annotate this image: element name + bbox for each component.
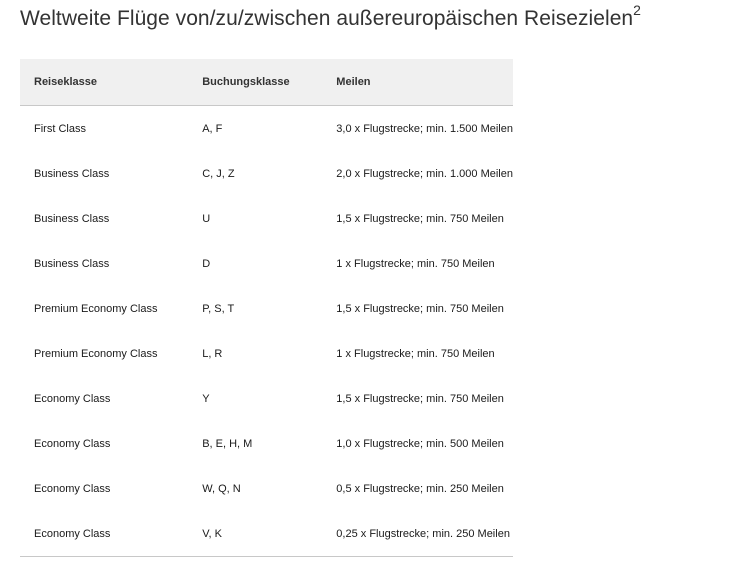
cell-reiseklasse: Business Class	[34, 212, 110, 225]
table-row	[20, 151, 513, 196]
table-row	[20, 376, 513, 421]
table-header	[20, 59, 513, 106]
column-header-buchungsklasse: Buchungsklasse	[188, 59, 322, 106]
cell-meilen: 1,5 x Flugstrecke; min. 750 Meilen	[336, 392, 504, 405]
cell-buchungsklasse: B, E, H, M	[202, 437, 253, 450]
cell-reiseklasse: Business Class	[34, 257, 110, 270]
cell-buchungsklasse: A, F	[202, 122, 223, 135]
cell-buchungsklasse: Y	[202, 392, 210, 405]
table-row	[20, 331, 513, 376]
cell-meilen: 1,5 x Flugstrecke; min. 750 Meilen	[336, 212, 504, 225]
cell-meilen: 1,0 x Flugstrecke; min. 500 Meilen	[336, 437, 504, 450]
cell-meilen: 3,0 x Flugstrecke; min. 1.500 Meilen	[336, 122, 513, 135]
cell-reiseklasse: Economy Class	[34, 482, 111, 495]
column-header-reiseklasse: Reiseklasse	[20, 59, 188, 106]
cell-meilen: 2,0 x Flugstrecke; min. 1.000 Meilen	[336, 167, 513, 180]
table-row	[20, 421, 513, 466]
cell-buchungsklasse: C, J, Z	[202, 167, 235, 180]
cell-meilen: 1 x Flugstrecke; min. 750 Meilen	[336, 257, 495, 270]
cell-reiseklasse: Business Class	[34, 167, 110, 180]
column-header-meilen: Meilen	[322, 59, 513, 106]
mileage-table	[20, 59, 513, 557]
cell-meilen: 0,5 x Flugstrecke; min. 250 Meilen	[336, 482, 504, 495]
footnote-marker: 2	[633, 2, 641, 18]
table-row	[20, 106, 513, 152]
table-body	[20, 106, 513, 557]
table-row	[20, 511, 513, 557]
cell-meilen: 0,25 x Flugstrecke; min. 250 Meilen	[322, 511, 513, 557]
cell-reiseklasse: Economy Class	[20, 511, 188, 557]
cell-buchungsklasse: D	[202, 257, 211, 270]
cell-reiseklasse: Premium Economy Class	[34, 302, 158, 315]
cell-buchungsklasse: L, R	[202, 347, 223, 360]
cell-buchungsklasse: P, S, T	[202, 302, 235, 315]
table-row	[20, 241, 513, 286]
heading-text: Weltweite Flüge von/zu/zwischen außereuropäischen Reisezielen	[20, 7, 634, 30]
table-row	[20, 196, 513, 241]
cell-reiseklasse: Economy Class	[34, 392, 111, 405]
cell-meilen: 1,5 x Flugstrecke; min. 750 Meilen	[336, 302, 504, 315]
table-row	[20, 286, 513, 331]
section-heading	[20, 2, 641, 33]
cell-buchungsklasse: U	[202, 212, 211, 225]
cell-reiseklasse: Economy Class	[34, 437, 111, 450]
cell-buchungsklasse: V, K	[188, 511, 322, 557]
table-row	[20, 466, 513, 511]
cell-buchungsklasse: W, Q, N	[202, 482, 241, 495]
table-header-row	[20, 59, 513, 106]
cell-meilen: 1 x Flugstrecke; min. 750 Meilen	[336, 347, 495, 360]
cell-reiseklasse: First Class	[34, 122, 86, 135]
cell-reiseklasse: Premium Economy Class	[34, 347, 158, 360]
